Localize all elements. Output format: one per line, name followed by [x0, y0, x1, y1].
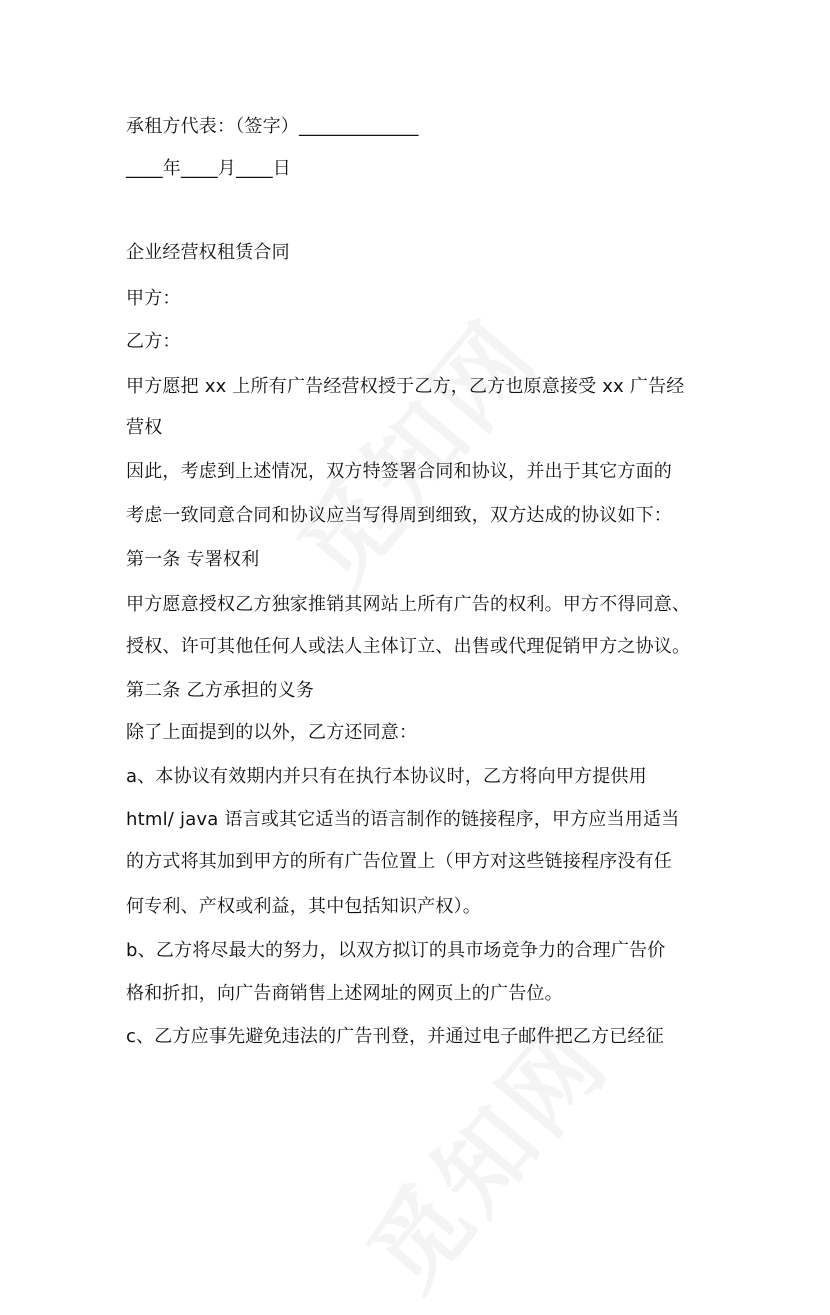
intro-paragraph-line: 甲方愿把 xx 上所有广告经营权授于乙方，乙方也原意接受 xx 广告经: [126, 376, 685, 397]
article2-lead: 除了上面提到的以外，乙方还同意：: [126, 722, 418, 743]
party-a-label: 甲方：: [126, 288, 181, 309]
clause-a-line: 的方式将其加到甲方的所有广告位置上（甲方对这些链接程序没有任: [126, 851, 672, 872]
consideration-paragraph-line: 因此，考虑到上述情况，双方特签署合同和协议，并出于其它方面的: [126, 461, 672, 482]
clause-a-line: 何专利、产权或利益，其中包括知识产权）。: [126, 896, 481, 917]
article1-heading: 第一条 专署权利: [126, 549, 260, 570]
watermark: [262, 287, 564, 609]
article2-heading: 第二条 乙方承担的义务: [126, 680, 314, 701]
intro-paragraph-line: 营权: [126, 417, 163, 438]
article1-line: 授权、许可其他任何人或法人主体订立、出售或代理促销甲方之协议。: [126, 636, 691, 657]
clause-c-line: c、乙方应事先避免违法的广告刊登，并通过电子邮件把乙方已经征: [126, 1026, 664, 1047]
signature-representative-line: 承租方代表：（签字）_____________: [126, 116, 419, 137]
clause-a-line: a、本协议有效期内并只有在执行本协议时，乙方将向甲方提供用: [126, 766, 647, 787]
clause-b-line: 格和折扣，向广告商销售上述网址的网页上的广告位。: [126, 983, 563, 1004]
clause-b-line: b、乙方将尽最大的努力，以双方拟订的具市场竞争力的合理广告价: [126, 940, 666, 961]
signature-date-line: ____年____月____日: [126, 158, 291, 179]
party-b-label: 乙方：: [126, 331, 181, 352]
clause-a-line: html/ java 语言或其它适当的语言制作的链接程序，甲方应当用适当: [126, 809, 680, 830]
article1-line: 甲方愿意授权乙方独家推销其网站上所有广告的权利。甲方不得同意、: [126, 594, 691, 615]
consideration-paragraph-line: 考虑一致同意合同和协议应当写得周到细致，双方达成的协议如下：: [126, 505, 672, 526]
contract-title: 企业经营权租赁合同: [126, 242, 290, 263]
